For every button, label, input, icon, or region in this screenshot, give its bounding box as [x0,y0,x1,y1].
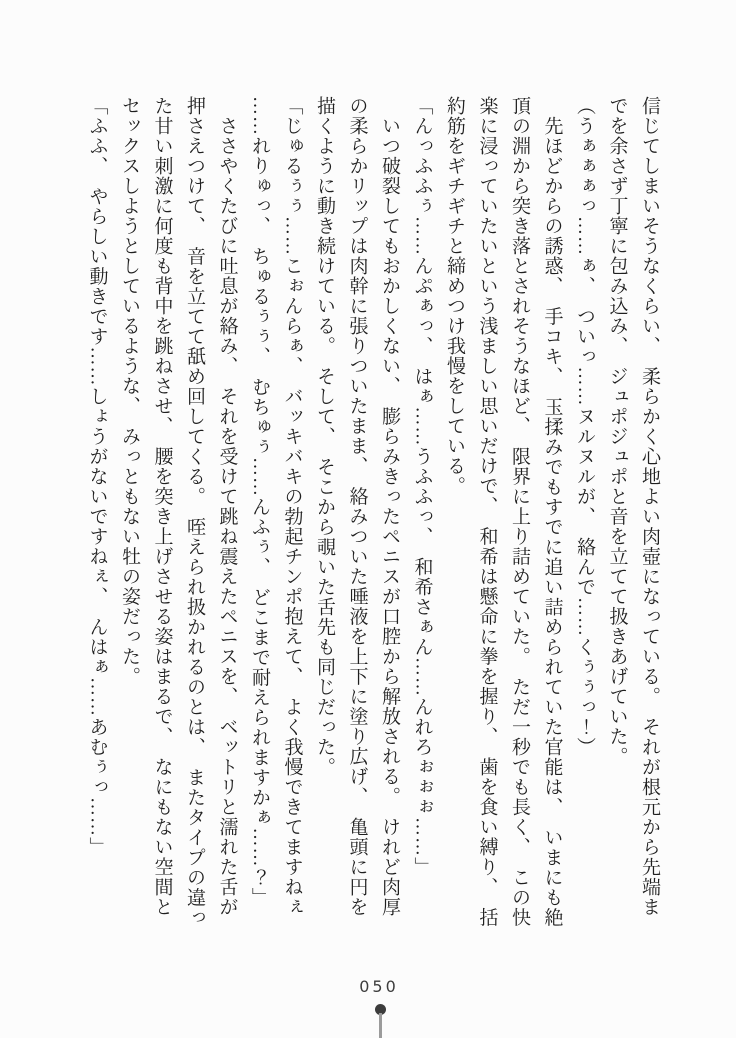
text-line: ……れりゅっ、 ちゅるぅぅ、 むちゅぅ……んふぅ、 どこまで耐えられますかぁ……？」 [249,96,270,908]
text-line: 押さえつけて、 音を立てて舐め回してくる。 咥えられ扱かれるのとは、 またタイプの違っ [184,96,205,928]
text-line: の柔らかリップは肉幹に張りついたまま、 絡みついた唾液を上下に塗り広げ、 亀頭に円を [346,96,368,917]
text-line: でを余さず丁寧に包み込み、 ジュポジュポと音を立てて扱きあげていた。 [606,96,628,767]
text-line: た甘い刺激に何度も背中を跳ねさせ、 腰を突き上げさせる姿はまるで、 なにもない空間と [151,96,173,917]
text-line: ささやくたびに吐息が絡み、 それを受けて跳ね震えたペニスを、 ベットリと濡れた舌が [216,96,238,917]
text-line: 「じゅるぅぅ……こぉんらぁ、 バッキバキの勃起チンポ抱えて、 よく我慢できてますねぇ [281,96,303,917]
text-line: セックスしようとしているような、 みっともない牡の姿だった。 [119,96,140,687]
page-marker-line [379,1013,382,1038]
text-line: 信じてしまいそうなくらい、 柔らかく心地よい肉壺になっている。 それが根元から先端ま [639,96,660,917]
text-line: 約筋をギチギチと締めつけ我慢をしている。 [444,96,465,496]
text-line: 楽に浸っていたいという浅ましい思いだけで、 和希は懸命に拳を握り、 歯を食い縛り、 括 [476,96,498,928]
text-columns [79,96,665,958]
text-line: 「ふふ、 やらしい動きです……しょうがないですねぇ、 んはぁ……あむぅっ……」 [86,96,108,857]
text-line: いつ破裂してもおかしくない、 膨らみきったペニスが口腔から解放される。 けれど肉厚 [379,96,400,917]
text-line: （うぁぁぁっ……ぁ、 ついっ……ヌルヌルが、 絡んで……くぅぅっ！） [574,96,595,757]
text-line: 頂の淵から突き落とされそうなほど、 限界に上り詰めていた。 ただ一秒でも長く、 この快 [509,96,530,928]
text-line: 描くように動き続けている。 そして、 そこから覗いた舌先も同じだった。 [314,96,335,777]
text-line: 先ほどからの誘惑、 手コキ、 玉揉みでもすでに追い詰められていた官能は、 いまにも絶 [541,96,563,928]
page-number: 050 [359,977,399,996]
text-line: 「んっふふぅ……んぷぁっ、 はぁ……うふふっ、 和希さぁん……んれろぉぉぉ……」 [411,96,433,877]
